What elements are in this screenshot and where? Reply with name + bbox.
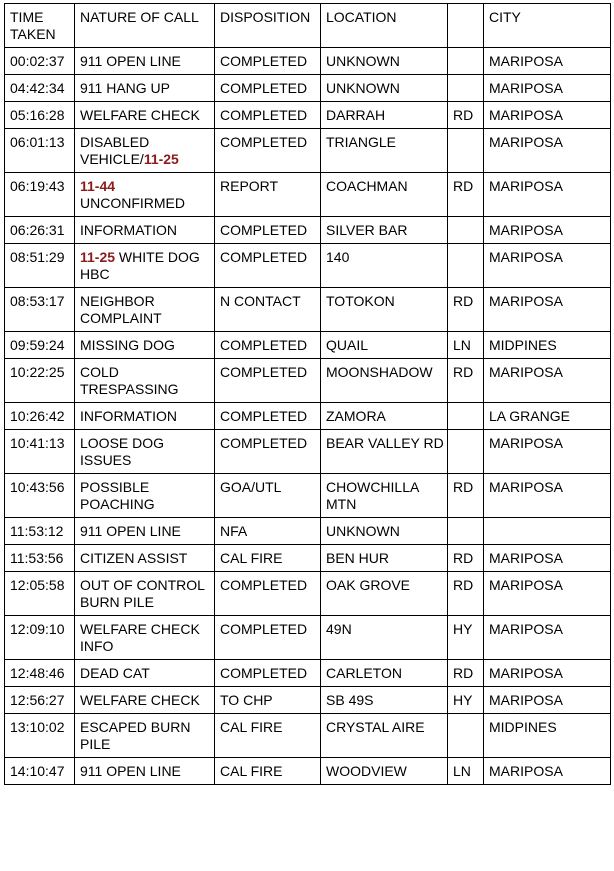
cell-time-taken: 05:16:28 bbox=[5, 102, 75, 129]
call-text: MISSING DOG bbox=[80, 337, 175, 353]
call-text: LOOSE DOG ISSUES bbox=[80, 435, 165, 468]
cell-disposition: COMPLETED bbox=[215, 403, 321, 430]
cell-city: MARIPOSA bbox=[484, 474, 611, 518]
cell-location: SB 49S bbox=[321, 687, 448, 714]
cell-city: MARIPOSA bbox=[484, 129, 611, 173]
cell-city: MARIPOSA bbox=[484, 48, 611, 75]
cell-suffix bbox=[448, 714, 484, 758]
cell-disposition: NFA bbox=[215, 518, 321, 545]
table-row bbox=[5, 244, 611, 288]
call-text: 911 OPEN LINE bbox=[80, 523, 181, 539]
cell-city: MARIPOSA bbox=[484, 430, 611, 474]
cell-location: TRIANGLE bbox=[321, 129, 448, 173]
call-text: WELFARE CHECK INFO bbox=[80, 621, 200, 654]
cell-location: QUAIL bbox=[321, 332, 448, 359]
header-row bbox=[5, 4, 611, 48]
table-row bbox=[5, 173, 611, 217]
table-row bbox=[5, 474, 611, 518]
table-row bbox=[5, 545, 611, 572]
call-log-table bbox=[4, 3, 611, 785]
cell-nature-of-call bbox=[75, 173, 215, 217]
call-text: 911 HANG UP bbox=[80, 80, 170, 96]
cell-disposition: CAL FIRE bbox=[215, 714, 321, 758]
cell-nature-of-call bbox=[75, 572, 215, 616]
cell-location: UNKNOWN bbox=[321, 518, 448, 545]
cell-time-taken: 08:53:17 bbox=[5, 288, 75, 332]
cell-suffix: HY bbox=[448, 616, 484, 660]
cell-nature-of-call bbox=[75, 687, 215, 714]
cell-disposition: TO CHP bbox=[215, 687, 321, 714]
cell-suffix: HY bbox=[448, 687, 484, 714]
table-row bbox=[5, 48, 611, 75]
table-row bbox=[5, 660, 611, 687]
cell-city: MARIPOSA bbox=[484, 660, 611, 687]
table-row bbox=[5, 288, 611, 332]
cell-location: SILVER BAR bbox=[321, 217, 448, 244]
cell-location: CHOWCHILLA MTN bbox=[321, 474, 448, 518]
cell-suffix bbox=[448, 75, 484, 102]
call-text: UNCONFIRMED bbox=[80, 195, 185, 211]
call-text: DISABLED VEHICLE/ bbox=[80, 134, 150, 167]
cell-nature-of-call bbox=[75, 217, 215, 244]
cell-suffix bbox=[448, 403, 484, 430]
table-row bbox=[5, 758, 611, 785]
table-row bbox=[5, 518, 611, 545]
call-text: OUT OF CONTROL BURN PILE bbox=[80, 577, 205, 610]
cell-nature-of-call bbox=[75, 714, 215, 758]
cell-nature-of-call bbox=[75, 288, 215, 332]
cell-location: COACHMAN bbox=[321, 173, 448, 217]
table-row bbox=[5, 332, 611, 359]
call-text: 911 OPEN LINE bbox=[80, 53, 181, 69]
call-code: 11-25 bbox=[80, 249, 116, 265]
table-row bbox=[5, 430, 611, 474]
cell-time-taken: 14:10:47 bbox=[5, 758, 75, 785]
cell-time-taken: 12:56:27 bbox=[5, 687, 75, 714]
cell-disposition: COMPLETED bbox=[215, 332, 321, 359]
table-body bbox=[5, 48, 611, 785]
call-text: COLD TRESPASSING bbox=[80, 364, 179, 397]
cell-location: DARRAH bbox=[321, 102, 448, 129]
cell-location: 140 bbox=[321, 244, 448, 288]
cell-time-taken: 13:10:02 bbox=[5, 714, 75, 758]
call-text: WELFARE CHECK bbox=[80, 692, 200, 708]
cell-location: CARLETON bbox=[321, 660, 448, 687]
cell-location: WOODVIEW bbox=[321, 758, 448, 785]
cell-nature-of-call bbox=[75, 660, 215, 687]
cell-nature-of-call bbox=[75, 332, 215, 359]
cell-time-taken: 11:53:12 bbox=[5, 518, 75, 545]
cell-disposition: COMPLETED bbox=[215, 660, 321, 687]
table-header bbox=[5, 4, 611, 48]
cell-disposition: COMPLETED bbox=[215, 616, 321, 660]
table-row bbox=[5, 75, 611, 102]
cell-city: MARIPOSA bbox=[484, 616, 611, 660]
cell-location: TOTOKON bbox=[321, 288, 448, 332]
cell-disposition: COMPLETED bbox=[215, 217, 321, 244]
cell-nature-of-call bbox=[75, 616, 215, 660]
cell-disposition: CAL FIRE bbox=[215, 758, 321, 785]
cell-disposition: GOA/UTL bbox=[215, 474, 321, 518]
cell-suffix: RD bbox=[448, 173, 484, 217]
cell-city: MIDPINES bbox=[484, 714, 611, 758]
cell-disposition: COMPLETED bbox=[215, 430, 321, 474]
cell-suffix: LN bbox=[448, 758, 484, 785]
call-text: CITIZEN ASSIST bbox=[80, 550, 188, 566]
call-code: 11-44 bbox=[80, 178, 116, 194]
cell-nature-of-call bbox=[75, 359, 215, 403]
cell-time-taken: 10:22:25 bbox=[5, 359, 75, 403]
cell-suffix bbox=[448, 217, 484, 244]
header-nature-of-call: NATURE OF CALL bbox=[75, 4, 215, 48]
header-location: LOCATION bbox=[321, 4, 448, 48]
cell-city: MARIPOSA bbox=[484, 687, 611, 714]
cell-disposition: COMPLETED bbox=[215, 129, 321, 173]
cell-suffix: RD bbox=[448, 102, 484, 129]
cell-time-taken: 09:59:24 bbox=[5, 332, 75, 359]
cell-suffix bbox=[448, 48, 484, 75]
cell-suffix: RD bbox=[448, 288, 484, 332]
cell-city: MARIPOSA bbox=[484, 288, 611, 332]
call-text: ESCAPED BURN PILE bbox=[80, 719, 191, 752]
cell-time-taken: 04:42:34 bbox=[5, 75, 75, 102]
header-time-taken: TIME TAKEN bbox=[5, 4, 75, 48]
cell-location: UNKNOWN bbox=[321, 48, 448, 75]
cell-time-taken: 10:41:13 bbox=[5, 430, 75, 474]
cell-city: LA GRANGE bbox=[484, 403, 611, 430]
cell-nature-of-call bbox=[75, 75, 215, 102]
cell-city: MARIPOSA bbox=[484, 758, 611, 785]
cell-city: MARIPOSA bbox=[484, 545, 611, 572]
cell-nature-of-call bbox=[75, 758, 215, 785]
cell-time-taken: 08:51:29 bbox=[5, 244, 75, 288]
cell-nature-of-call bbox=[75, 129, 215, 173]
cell-suffix: RD bbox=[448, 660, 484, 687]
table-row bbox=[5, 572, 611, 616]
cell-location: ZAMORA bbox=[321, 403, 448, 430]
cell-city: MARIPOSA bbox=[484, 102, 611, 129]
table-row bbox=[5, 687, 611, 714]
cell-city: MARIPOSA bbox=[484, 173, 611, 217]
call-text: INFORMATION bbox=[80, 408, 177, 424]
cell-city: MARIPOSA bbox=[484, 217, 611, 244]
cell-city: MARIPOSA bbox=[484, 75, 611, 102]
table-row bbox=[5, 129, 611, 173]
cell-disposition: COMPLETED bbox=[215, 48, 321, 75]
table-row bbox=[5, 102, 611, 129]
cell-location: CRYSTAL AIRE bbox=[321, 714, 448, 758]
cell-city: MARIPOSA bbox=[484, 359, 611, 403]
table-row bbox=[5, 359, 611, 403]
cell-time-taken: 10:26:42 bbox=[5, 403, 75, 430]
cell-time-taken: 12:48:46 bbox=[5, 660, 75, 687]
cell-nature-of-call bbox=[75, 102, 215, 129]
table-row bbox=[5, 616, 611, 660]
cell-nature-of-call bbox=[75, 545, 215, 572]
cell-disposition: CAL FIRE bbox=[215, 545, 321, 572]
cell-location: OAK GROVE bbox=[321, 572, 448, 616]
cell-disposition: COMPLETED bbox=[215, 244, 321, 288]
cell-suffix: RD bbox=[448, 572, 484, 616]
cell-suffix bbox=[448, 129, 484, 173]
call-text: DEAD CAT bbox=[80, 665, 150, 681]
header-city: CITY bbox=[484, 4, 611, 48]
cell-suffix bbox=[448, 244, 484, 288]
cell-location: MOONSHADOW bbox=[321, 359, 448, 403]
cell-time-taken: 06:26:31 bbox=[5, 217, 75, 244]
cell-disposition: COMPLETED bbox=[215, 102, 321, 129]
cell-nature-of-call bbox=[75, 518, 215, 545]
cell-disposition: COMPLETED bbox=[215, 359, 321, 403]
cell-suffix: LN bbox=[448, 332, 484, 359]
cell-suffix: RD bbox=[448, 359, 484, 403]
cell-disposition: COMPLETED bbox=[215, 75, 321, 102]
call-code: 11-25 bbox=[143, 151, 179, 167]
cell-nature-of-call bbox=[75, 48, 215, 75]
table-row bbox=[5, 714, 611, 758]
cell-time-taken: 00:02:37 bbox=[5, 48, 75, 75]
call-text: WELFARE CHECK bbox=[80, 107, 200, 123]
cell-location: UNKNOWN bbox=[321, 75, 448, 102]
cell-disposition: REPORT bbox=[215, 173, 321, 217]
cell-time-taken: 10:43:56 bbox=[5, 474, 75, 518]
cell-city: MIDPINES bbox=[484, 332, 611, 359]
cell-disposition: COMPLETED bbox=[215, 572, 321, 616]
cell-disposition: N CONTACT bbox=[215, 288, 321, 332]
cell-location: 49N bbox=[321, 616, 448, 660]
call-text: INFORMATION bbox=[80, 222, 177, 238]
cell-nature-of-call bbox=[75, 430, 215, 474]
call-text: 911 OPEN LINE bbox=[80, 763, 181, 779]
cell-time-taken: 06:01:13 bbox=[5, 129, 75, 173]
header-disposition: DISPOSITION bbox=[215, 4, 321, 48]
cell-time-taken: 12:09:10 bbox=[5, 616, 75, 660]
cell-location: BEAR VALLEY RD bbox=[321, 430, 448, 474]
cell-suffix: RD bbox=[448, 545, 484, 572]
header-suffix bbox=[448, 4, 484, 48]
cell-time-taken: 11:53:56 bbox=[5, 545, 75, 572]
cell-suffix bbox=[448, 430, 484, 474]
cell-nature-of-call bbox=[75, 474, 215, 518]
cell-location: BEN HUR bbox=[321, 545, 448, 572]
cell-nature-of-call bbox=[75, 403, 215, 430]
cell-city bbox=[484, 518, 611, 545]
cell-nature-of-call bbox=[75, 244, 215, 288]
cell-suffix: RD bbox=[448, 474, 484, 518]
call-text: NEIGHBOR COMPLAINT bbox=[80, 293, 162, 326]
cell-suffix bbox=[448, 518, 484, 545]
cell-city: MARIPOSA bbox=[484, 572, 611, 616]
cell-time-taken: 12:05:58 bbox=[5, 572, 75, 616]
table-row bbox=[5, 217, 611, 244]
table-row bbox=[5, 403, 611, 430]
call-text: POSSIBLE POACHING bbox=[80, 479, 155, 512]
cell-time-taken: 06:19:43 bbox=[5, 173, 75, 217]
call-text: WHITE DOG HBC bbox=[80, 249, 200, 282]
cell-city: MARIPOSA bbox=[484, 244, 611, 288]
